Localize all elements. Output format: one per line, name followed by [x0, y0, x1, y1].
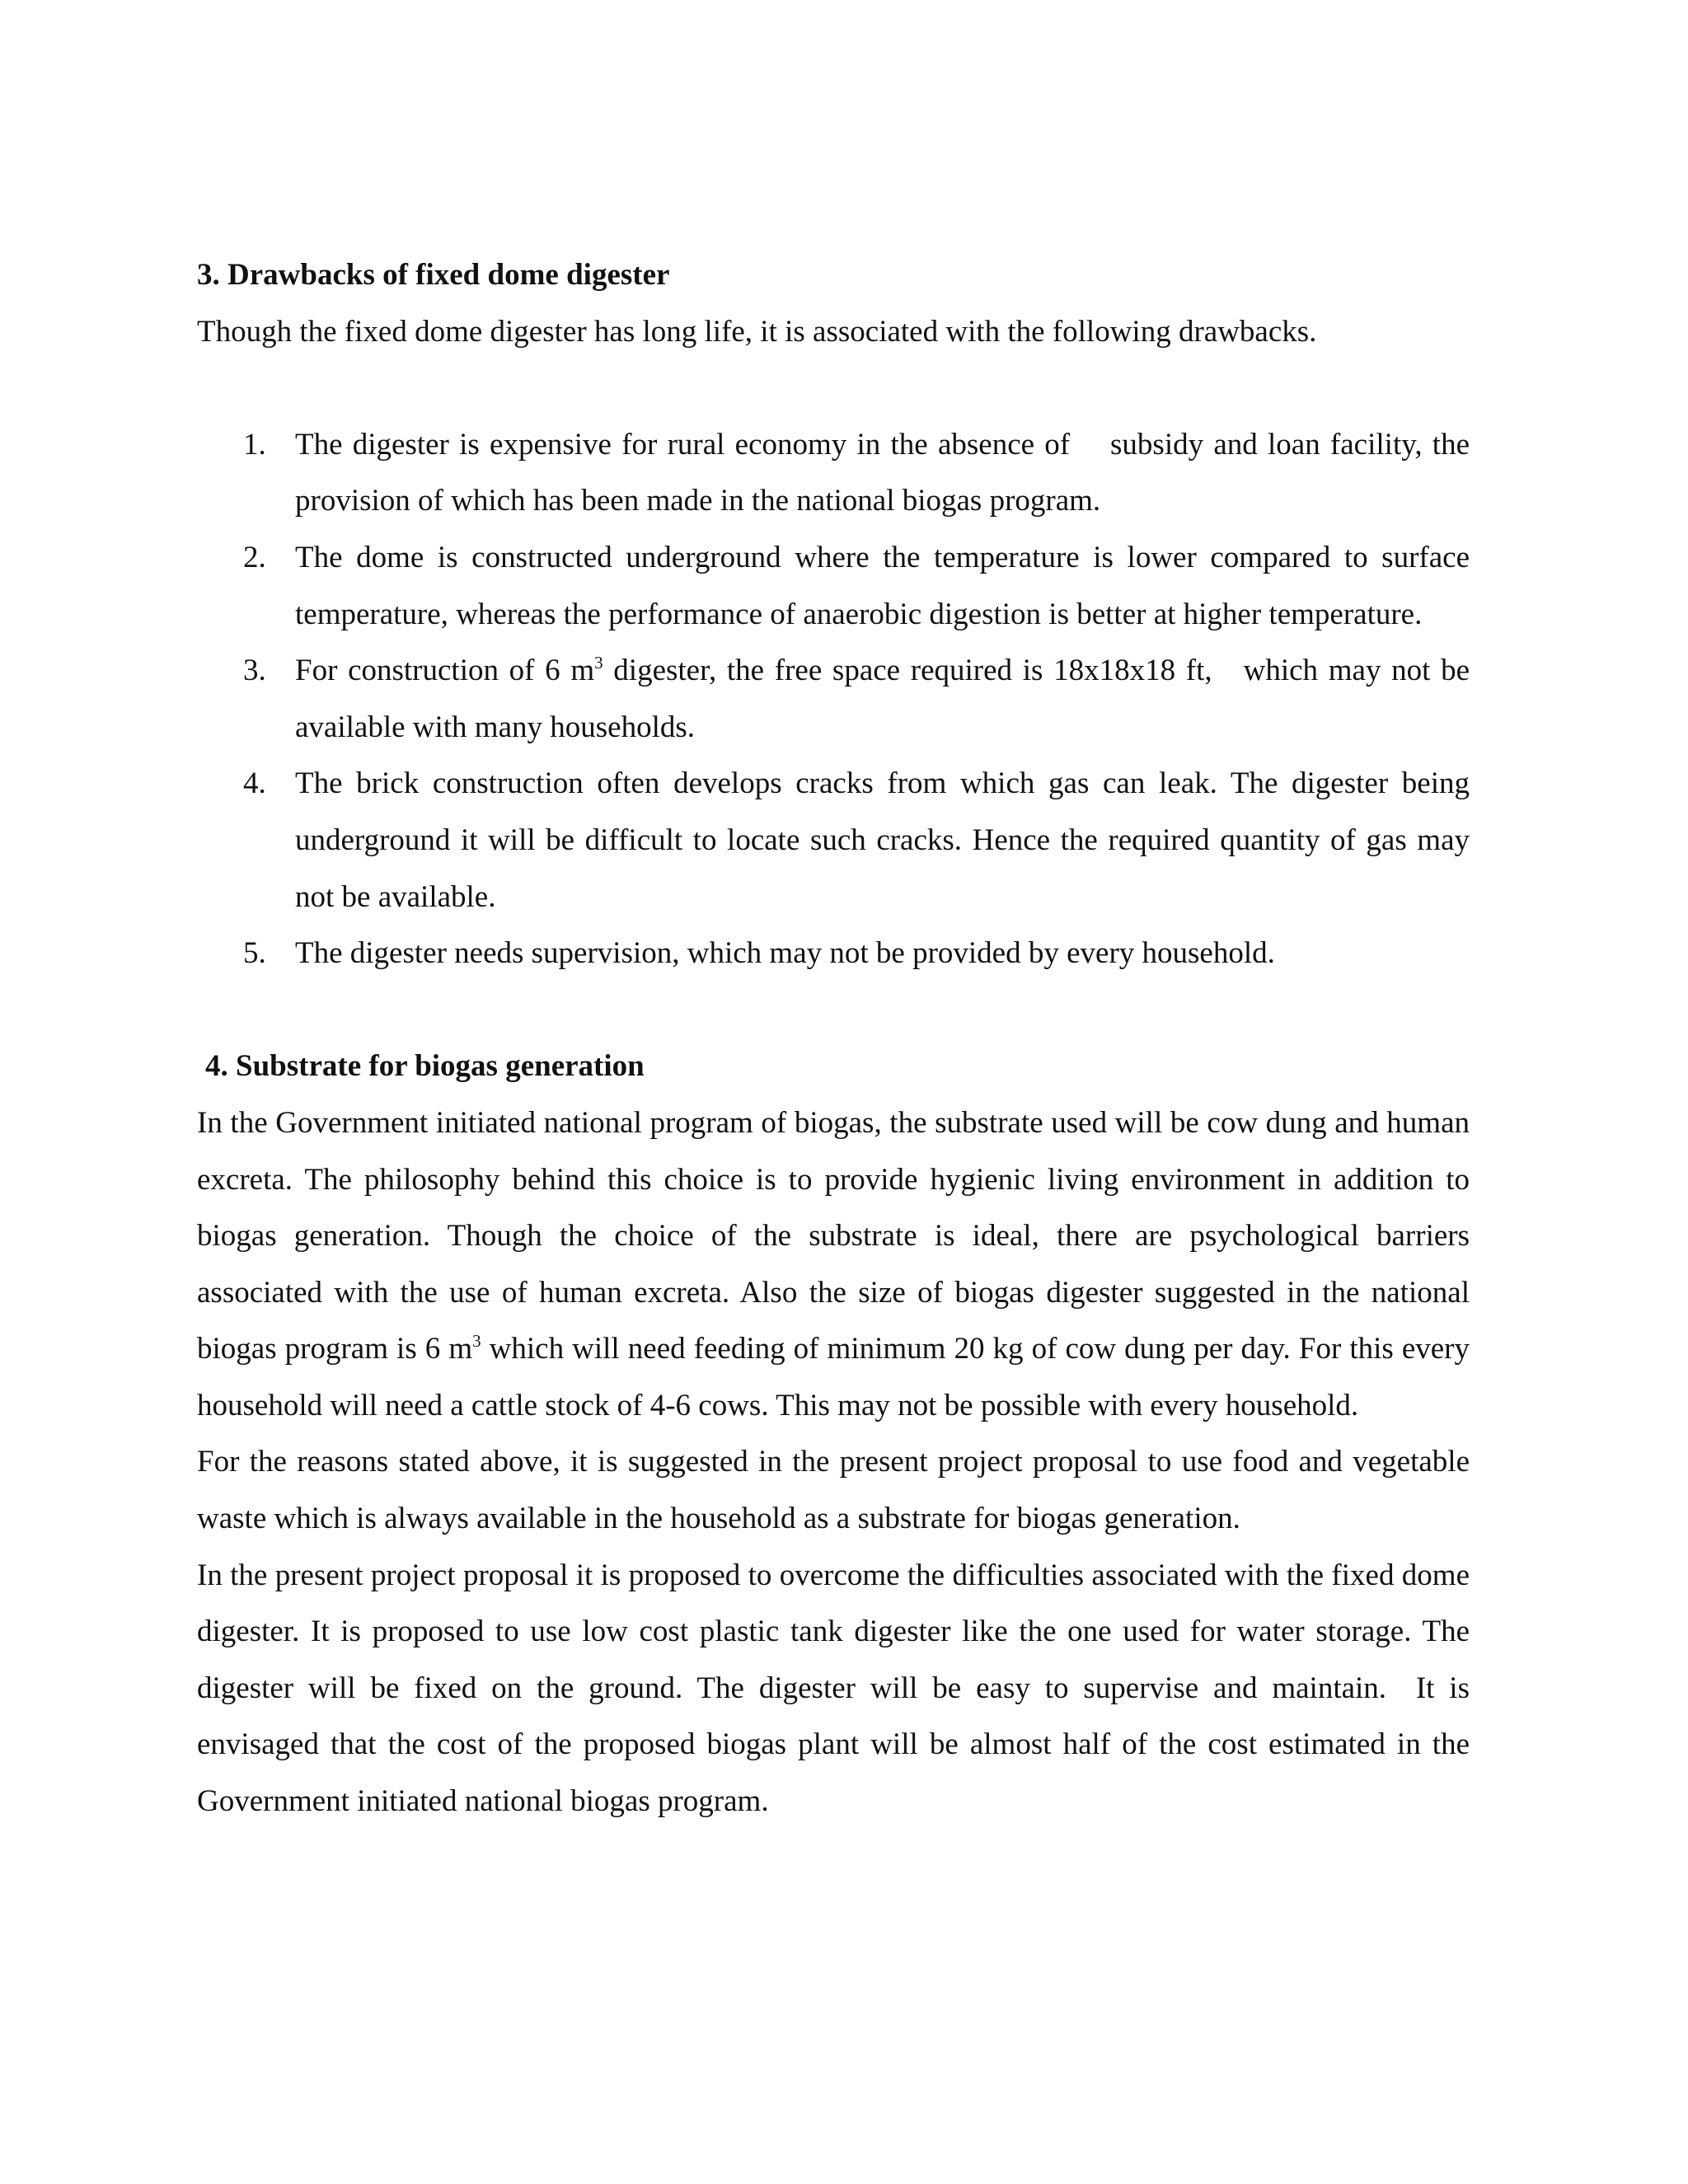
list-item-text: The brick construction often develops cracks from which gas can leak. The digester being underground it will be difficult to locate such cracks. Hence the required quantity of gas may not be available. — [295, 766, 1470, 914]
list-item-text: The digester needs supervision, which may not be provided by every household. — [295, 936, 1275, 971]
list-item-text — [295, 654, 1477, 744]
section-3-heading: 3. Drawbacks of fixed dome digester — [197, 258, 670, 292]
list-item — [197, 530, 1470, 643]
section-4-heading: 4. Substrate for biogas generation — [205, 1049, 645, 1084]
paragraph-text-part: which will need feeding of minimum 20 kg of cow dung per day. For this every household will need a cattle stock of 4-6 cows. This may not be possible with every household. — [197, 1332, 1470, 1422]
superscript: 3 — [594, 653, 603, 673]
section-3-intro: Though the fixed dome digester has long life, it is associated with the following drawbacks. — [197, 314, 1317, 349]
paragraph-text-part: In the Government initiated national program of biogas, the substrate used will be cow dung and human excreta. The philosophy behind this choice is to provide hygienic living environment in addition to biogas generation. Though the choice of the substrate is ideal, there are psychological barriers associated with the use of human excreta. Also the size of biogas digester suggested in the national biogas program is 6 m — [197, 1105, 1470, 1366]
document-page — [197, 247, 1478, 1830]
list-item-number: 3. — [243, 654, 266, 688]
list-item-number: 5. — [243, 936, 266, 971]
section-4-paragraph-2: For the reasons stated above, it is suggested in the present project proposal to use food and vegetable waste which is always available in the household as a substrate for biogas generation. — [197, 1445, 1470, 1536]
list-item-text-part: digester, the free space required is 18x18x18 ft, which may not be available with many households. — [295, 654, 1478, 744]
section-4-paragraph-3: In the present project proposal it is proposed to overcome the difficulties associated with the fixed dome digester. It is proposed to use low cost plastic tank digester like the one used for water storage. The digester will be fixed on the ground. The digester will be easy to supervise and maintain. It is envisaged that the cost of the proposed biogas plant will be almost half of the cost estimated in the Government initiated national biogas program. — [197, 1558, 1478, 1819]
spacer — [197, 360, 1470, 417]
superscript: 3 — [472, 1331, 481, 1352]
drawbacks-list — [197, 417, 1478, 982]
list-item-text: The dome is constructed underground where the temperature is lower compared to surface temperature, whereas the performance of anaerobic digestion is better at higher temperature. — [295, 540, 1470, 631]
list-item-number: 2. — [243, 540, 266, 574]
list-item — [197, 756, 1470, 926]
list-item — [197, 417, 1478, 530]
list-item-text: The digester is expensive for rural economy in the absence of subsidy and loan facility, the provision of which has been made in the national biogas program. — [295, 427, 1478, 518]
list-item — [197, 643, 1478, 756]
list-item — [197, 926, 1470, 982]
list-item-number: 4. — [243, 766, 266, 801]
section-4-paragraph-1 — [197, 1095, 1470, 1435]
list-item-number: 1. — [243, 427, 266, 462]
spacer — [197, 982, 1470, 1039]
list-item-text-part: For construction of 6 m — [295, 654, 595, 688]
